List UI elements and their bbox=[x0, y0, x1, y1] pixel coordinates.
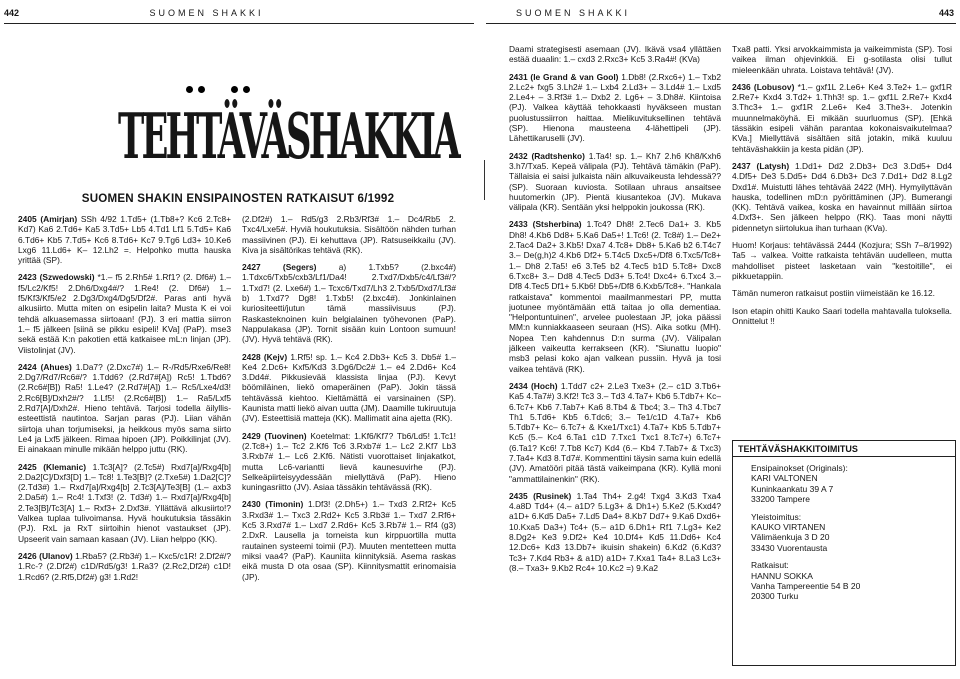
solution-paragraph: (2.Df2#) 1.– Rd5/g3 2.Rb3/Rf3# 1.– Dc4/Rb5 2. Txc4/Lxe5#. Hyviä houkutuksia. Sisältöön nähden turhan massiivinen (PJ). Ei kehuttava (JP). Ratsuseikkailu (JV). Kiva ja sisältörikas tehtävä (RK). bbox=[242, 214, 456, 255]
right-column-2 bbox=[732, 44, 952, 436]
problem-heading: 2428 (Kejv) bbox=[242, 351, 288, 362]
solution-paragraph: 2429 (Tuovinen) Koetelmat: 1.Kf6/Kf7? Tb6/Ld5! 1.Tc1! (2.Tc8+) 1.– Tc2 2.Kf6 Tc6 3.Rxb7# 1.– Lc2 2.Kf7 Lb3 3.Rxb7# 1.– Lc6 2.Kf6. Nätisti vuorottaiset linjakatkot, mutta Lc6-variantti lievä kaunesuvirhe (PJ). Selkeäpiirteisyydessään miellyttävä (PaP). Hieno kuningasriitto (JV). Asiaa tässäkin tehtävässä (RK). bbox=[242, 430, 456, 493]
problem-heading: 2425 (Klemanic) bbox=[18, 461, 87, 472]
box-body bbox=[733, 457, 955, 615]
solution-paragraph: 2426 (Ulanov) 1.Rba5? (2.Rb3#) 1.– Kxc5/c1R! 2.Df2#/? 1.Rc-? (2.Df2#) c1D/Rd5/g3! 1.Ra3? (2.Rc2,Df2#) c1D! 1.Rcd6? (2.Rf5,Df2#) g3! 1.Rd2! bbox=[18, 550, 231, 582]
editorial-contact-box bbox=[732, 440, 956, 666]
congratulations-note: Ison etapin ohitti Kauko Saari todella mahtavalla tuloksella. Onnittelut !! bbox=[732, 305, 952, 326]
general-address-line-1: Välimäenkuja 3 D 20 bbox=[751, 532, 830, 543]
problem-heading: 2432 (Radtshenko) bbox=[509, 150, 585, 161]
logo-umlaut-dot bbox=[231, 86, 238, 93]
problem-heading: 2437 (Latysh) bbox=[732, 160, 790, 171]
general-editor bbox=[751, 512, 937, 554]
problem-heading: 2405 (Amirjan) bbox=[18, 214, 78, 224]
problem-heading: 2423 (Szwedowski) bbox=[18, 272, 95, 283]
originals-label: Ensipainokset (Originals): bbox=[751, 463, 848, 473]
logo-umlaut-dot bbox=[243, 86, 250, 93]
deadline-note: Tämän numeron ratkaisut postiin viimeistään ke 16.12. bbox=[732, 288, 935, 299]
solutions-address-line-2: 20300 Turku bbox=[751, 591, 799, 602]
right-running-title: SUOMEN SHAKKI bbox=[516, 8, 631, 18]
solution-paragraph: 2423 (Szwedowski) *1.– f5 2.Rh5# 1.Rf1? (2. Df6#) 1.– f5/Lc2/Kf5! 2.Dh6/Dxg4#/? 1.Re4! (2. Df6#) 1.– f5/Kf3/Kf5/e2 2.Dg3/Dxg4/Dg5/Df2#. Paras anti hyvä alkusiirto. Mutta miten on esipelin laita? Musta K ei voi tehdä alkuasemassa siirtoaan! (PJ). 3 eri mattia siirron 1.– f5 jälkeen [siinä se pikku esipeli! KVa] (PaP). mse3 sekä estää K:n pakotien että katkaisee mL:n linjan (JP). Viistolinjat (JV). bbox=[18, 272, 231, 355]
solutions-address-line-1: Vanha Tampereentie 54 B 20 bbox=[751, 581, 861, 592]
section-subtitle: SUOMEN SHAKIN ENSIPAINOSTEN RATKAISUT 6/1992 bbox=[81, 192, 395, 205]
solution-paragraph: 2428 (Kejv) 1.Rf5! sp. 1.– Kc4 2.Db3+ Kc5 3. Db5# 1.– Ke4 2.Dc6+ Kxf5/Kd3 3.Dg6/Dc2# 1.– e4 2.Dd6+ Kc4 3.Dd4#. Pikkusievää klassista linjaa (PJ). Kevyt böömiläinen, liekö omaperäinen (PaP). Jokin tässä tehtävässä kiehtoo. Kieltämättä ei varsinainen (SP). Kaunista matti liekö aivan uutta (JM). Daamille tukiruutuja (JV). Esteettisiä matteja (KK). Mallimatit aina ajetta (RK). bbox=[242, 351, 456, 424]
solutions-name: HANNU SOKKA bbox=[751, 570, 813, 581]
problem-heading: 2435 (Rusinek) bbox=[509, 490, 572, 501]
left-column-1 bbox=[18, 214, 231, 674]
originals-name: KARI VALTONEN bbox=[751, 473, 818, 484]
general-address-line-2: 33430 Vuorentausta bbox=[751, 542, 828, 553]
margin-mark bbox=[484, 160, 485, 200]
problem-heading: 2433 (Stsherbina) bbox=[509, 219, 582, 230]
box-title: TEHTÄVÄSHAKKITOIMITUS bbox=[733, 441, 955, 457]
problem-heading: 2430 (Timonin) bbox=[242, 499, 304, 510]
right-header-rule bbox=[486, 23, 956, 24]
solution-paragraph: 2431 (le Grand & van Gool) 1.Db8! (2.Rxc6+) 1.– Txb2 2.Lc2+ fxg5 3.Lh2# 1.– Lxb4 2.Ld3+ – 3.Ld4# 1.– Lxd5 2.Le4+ – 3.Rf3# 1.– Dxb2 2. Lg6+ – 3.Dh8#. Kiintoisa (PJ). Valkea käyttää tehokkaasti hyväkseen mustan puolustussiirron haittaa. Mielikuvituksellinen tehtävä (SP). Hienona mausteena 4-lähettipeli (JP). Lähettikaruselli (JV). bbox=[509, 71, 721, 144]
problem-heading: 2434 (Hoch) bbox=[509, 380, 558, 391]
left-page-header bbox=[4, 8, 264, 22]
solution-paragraph: 2430 (Timonin) 1.Df3! (2.Dh5+) 1.– Txd3 2.Rf2+ Kc5 3.Rxd3# 1.– Txc3 2.Rd2+ Kc5 3.Rb3# 1.– Txd7 2.Rf6+ Kc5 3.Rxd7# 1.– Lxd7 2.Rd6+ Kc5 3.Rb7# 1.– Rf4 (g3) 2.DxR. Lausella ja torneista kun kirppuortilla mutta rautainen systeemi toimii (PJ). Muuten mentetteen mutta miksi vaa4? (PaP). Kauniita kiinnityksiä. Asema raskas eikä musta D ota osaa (SP). Kiinnitysmattit erinomaisia (JP). bbox=[242, 499, 456, 582]
right-page-number: 443 bbox=[938, 8, 954, 18]
solution-paragraph: 2436 (Lobusov) *1.– gxf1L 2.Le6+ Ke4 3.Te2+ 1.– gxf1R 2.Re7+ Kxd4 3.Td2+ 1.Thh3! sp. 1.– gxf1L 2.Re7+ Kxd4 3.Thc3+ 1.– gxf1R 2.Le6+ Ke4 3.The3+. Jotenkin muunnelmaköyhä. Ei mikään suurluomus (SP). [Ehkä tässäkin esipeli vähän parantaa kokonaisvaikutelmaa? KVa.] Miellyttävä sisältäen sitä jotakin, mikä kuuluu tehtäväshakkiin ja kesta pidän (JP). bbox=[732, 81, 952, 154]
problem-heading: 2426 (Ulanov) bbox=[18, 550, 73, 561]
originals-editor bbox=[751, 463, 937, 505]
problem-heading: 2424 (Ahues) bbox=[18, 361, 72, 372]
problem-heading: 2429 (Tuovinen) bbox=[242, 430, 307, 441]
right-column-1 bbox=[509, 44, 721, 674]
solution-paragraph: 2434 (Hoch) 1.Tdd7 c2+ 2.Le3 Txe3+ (2.– c1D 3.Tb6+ Ka5 4.Ta7#) 3.Kf2! Tc3 3.– Td3 4.Ta7+ Kb6 5.Tdb7+ Kc– 6.Tc7+ Kb6 7.Tab7+ Ka6 8.Tb4 & Tbc4; 3.– Th3 4.Tbc7 Th1 5.Td6+ Kb5 6.Tdc6; 3.– Te1/c1D 4.Ta7+ Kb6 5.Tdb7+ Kc– 6.Tc7+ & Kxe1/Txc1) 4.Ta7+ Kb5 5.Tdb7+ Kc5 (5.– Kc4 6.Ta1 c1D 7.Txc1 Txc1 8.Tc7+) 6.Tc7+ (6.Ta1? Kc6! 7.Tb8 Kc7) Kd4 (6.– Kb4 7.Tab7+ & Txc3) 7.Ta4+ Kd3 8.Td7#. Kommenttini täysin sama kuin edellä (JV). Amatööri pitää tästä vaikeimpana (KR). Kyllä moni "ammattilainenkin" (RK). bbox=[509, 380, 721, 484]
solution-paragraph: 2424 (Ahues) 1.Da7? (2.Dxc7#) 1.– R-/Rd5/Rxe6/Re8! 2.Dg7/Rd7/Rc6#/? 1.Tdd6? (2.Rd7#[A]) Rc5! 1.Tbd6? (2.Rc6#[B]) Ra5! 1.Le4? (2.Rd7#[A]) 1.– Rc5/Lxe4/d3! 2.Rc6[B]/Dxh2#/? 1.Lf5! (2.Rc6#[B]) 1.– Ra5/Lxf5 2.Rd7[A]/Dxh2#. Hieno tehtävä. Tarjosi todella äilyllis-esteettistä nautintoa. Sarjan paras (PJ). Liian vähän siirtoja uhan torjumiseksi, ja heikkous myös sama siirto Le4 ja Lxf5 jälkeen. Rimaa hipoen (JP). Poikkilinjat (JV). Ei ainakaan minulle mikään helppo juttu (RK). bbox=[18, 361, 231, 455]
general-label: Yleistoimitus: bbox=[751, 511, 802, 522]
left-header-rule bbox=[4, 23, 474, 24]
solution-paragraph: Txa8 patti. Yksi arvokkaimmista ja vaikeimmista (SP). Tosi vaikea ilman ohjevinkkiä. Ei g-sotilasta olisi tullut mieleenkään uhrata. Loistava tehtävä! (JV). bbox=[732, 44, 952, 75]
left-page-number: 442 bbox=[4, 8, 20, 18]
logo-umlaut-dot bbox=[186, 86, 193, 93]
logo-umlaut-dot bbox=[198, 86, 205, 93]
solution-paragraph: 2437 (Latysh) 1.Dd1+ Dd2 2.Db3+ Dc3 3.Dd5+ Dd4 4.Df5+ De3 5.Dd5+ Dd4 6.Db3+ Dc3 7.Dd1+ Dd2 8.Lg2 Dxd1#. Muistutti lähes tehtävää 2422 (MH). Hymyilyttävän hauska, todellinen mD:n pyörittäminen (JP). Bumerangi (KK). Tehtävä vaikea, koska en havainnut millään siirtoa 4.Dxf3+. Sen jälkeen helppo (RK). Taas moni näytti pidennetyn siirtolukua ihan turhaan (KVa). bbox=[732, 160, 952, 233]
solution-paragraph: 2432 (Radtshenko) 1.Ta4! sp. 1.– Kh7 2.h6 Kh8/Kxh6 3.h7/Txa5. Kepeä välipala (PJ). Tehtävä tämäkin (PaP). Tällaisia ei saisi julkaista näin alkuvaikeusta lehdessä?? (SP). Suoraan kuviosta. Sotilaan uhraus ansaitsee huutomerkin (JP). Pientä kiusantekoa (JV). Mukava välipala (KR). Sentään yksi helppokin joukossa (RK). bbox=[509, 150, 721, 213]
left-running-title: SUOMEN SHAKKI bbox=[149, 8, 264, 18]
correction-note: Huom! Korjaus: tehtävässä 2444 (Kozjura; SSh 7–8/1992) Ta5 → valkea. Voitte ratkaista tehtävän uudelleen, mutta mahdolliset pisteet lasketaan vain "kestoitille", ei pikkuetappiin. bbox=[732, 240, 952, 281]
section-logo: TEHTÄVÄSHAKKIA bbox=[118, 99, 458, 173]
left-column-2 bbox=[242, 214, 456, 674]
right-page-header bbox=[516, 8, 954, 22]
problem-heading: 2431 (le Grand & van Gool) bbox=[509, 71, 619, 82]
problem-heading: 2436 (Lobusov) bbox=[732, 81, 795, 92]
solution-paragraph: 2427 (Segers) a) 1.Txb5? (2.bxc4#) 1.Tdxc6/Txb5/cxb3/Lf1/Da4! 2.Txd7/Dxb5/c4/Lf3#/? 1.Txd7! (2. Lxe6#) 1.– Tcxc6/Txd7/Lh3 2.Txb5/Dxd7/Lf3# b) 1.Txd7? Dg8! 1.Txb5! (2.bxc4#). Jonkinlainen kuriositeetti/jutun tämä massiivisuus (PJ). Raskasteknoinen kuin belgialainen työhevonen (PaP). Nappulakasa (JP). Tornit sisään kuin Lontoon sumuun! (JV). Hyvä tehtävä (RK). bbox=[242, 262, 456, 345]
solution-paragraph: 2435 (Rusinek) 1.Ta4 Th4+ 2.g4! Txg4 3.Kd3 Txa4 4.a8D Td4+ (4.– a1D? 5.Lg3+ & Dh1+) 5.Ke2 (5.Kxd4? a1D+ 6.Kd5 Da5+ 7.Ld5 Da4+ 8.Kb7 Dd7+ 9.Ka6 Dxd6+ 10.Kxa5 Da3+) Tc4+ (5.– a1D 6.Dh1+ Rf1 7.Lg3+ Ke2 8.Dg2+ Ke3 9.Df2+ Ke4 10.Df4+ Kd5 11.Dd6+ Kc4 12.Dc6+ Kd3 13.Db7+ ikuisin shakein) 6.Kd2 (6.Kd3? Tc3+ 7.Kd4 Rb3+ & a1D) a1D+ 7.Kxa1 Ta4+ 8.La3 Lc3+ (8.– Txa3+ 9.Kb2 Rc4+ 10.Kc2 =) 9.Ka2 bbox=[509, 490, 721, 573]
solutions-editor bbox=[751, 560, 937, 602]
general-name: KAUKO VIRTANEN bbox=[751, 522, 826, 533]
originals-address-line-2: 33200 Tampere bbox=[751, 494, 810, 505]
solution-paragraph: 2433 (Stsherbina) 1.Tc4? Dh8! 2.Tec6 Da1+ 3. Kb5 Dh8! 4.Kb6 Dd8+ 5.Ka6 Da5+! 1.Tc6! (2. Tc8#) 1.– De2+ 2.Tac4 Da2+ 3.Kb5! Dxa7 4.Tc8+ Db8+ 5.Ka6 b2 6.T4c7 3.– De(g,h)2 4.Kb6 Df2+ 5.T4c5 Dxc5+/Df8 6.Txc5/Tc8+ 1.– Dh8 2.Ta5! e6 3.Te5 b2 4.Tec5 b1D 5.Tc8+ Dxc8 6.Txc8+ 3.– Dd8 4.Tec5 Dd3+ 5.Tc4! Dxc4+ 6.Txc4 3.– Df8 4.Tec5 Df1+ 5.Kb6! Db5+/Df8 6.Kxb5/Tc8+. "Hankala ratkaistava" kommentoi maailmanmestari PP, mutta juotunee myöntämään että taitaa jo olla dementiaa. "Helpontuntuinen", arvelee puolestaan JP, joka päässi MM:n kunniakkaaseen seuraan (HS). Aika sotku (MH). Nopea T:en kahdennus D:n surma (JV). Välipalan jälkeen vaikeutta kerrakseen (KR). "Siunattu luopio" msb3 pelasi koko ajan valkean pussiin. Hyvä ja tosi vaikea tehtävä (RK). bbox=[509, 219, 721, 374]
solution-paragraph: 2405 (Amirjan) SSh 4/92 1.Td5+ (1.Tb8+? Kc6 2.Tc8+ Kd7) Ka6 2.Td6+ Ka5 3.Td5+ Lb5 4.Td1 Lf1 5.Td5+ Ka6 6.Td6+ Kb5 7.Td5+ Kc6 8.Td6+ Kc7 9.Tg6 Ld3+ 10.Ke6 Lxg6 11.Ld6+ K– 12.Lh2 =. Helpohko mutta hauska yrittää (SP). bbox=[18, 214, 231, 266]
originals-address-line-1: Kuninkaankatu 39 A 7 bbox=[751, 483, 834, 494]
solution-paragraph: Daami strategisesti asemaan (JV). Ikävä vsa4 yllättäen estää duaalin: 1.– cxd3 2.Rxc3+ Kc5 3.Ra4#! (KVa) bbox=[509, 44, 721, 65]
problem-heading: 2427 (Segers) bbox=[242, 262, 317, 273]
solutions-label: Ratkaisut: bbox=[751, 560, 789, 571]
solution-paragraph: 2425 (Klemanic) 1.Tc3[A]? (2.Tc5#) Rxd7[a]/Rxg4[b] 2.Da2[C]/Dxf3[D] 1.– Tc8! 1.Te3[B]? (2.Txe5#) 1.Da2[C]? (2.Td3#) 1.– Rxd7[a]/Rxg4[b] 2.Tc3[A]/Te3[B] (1.– axb3 2.Da5#) 1.– Rc4! 1.Txf3! (2. Td3#) 1.– Rxd7[a]/Rxg4[b] 2.Te3[B]/Tc3[A] 1.– Rxf3+ 2.Dxf3#. Yllättävä alkusiirto!? Valkea tuplaa tulivoimansa. Hyvä houkutuksia tässäkin (PJ). RxL ja RxT siirtoihin hienot vastaukset (JP). Upseerit vain samaan kasaan (JV). Liian helppo (KK). bbox=[18, 461, 231, 544]
